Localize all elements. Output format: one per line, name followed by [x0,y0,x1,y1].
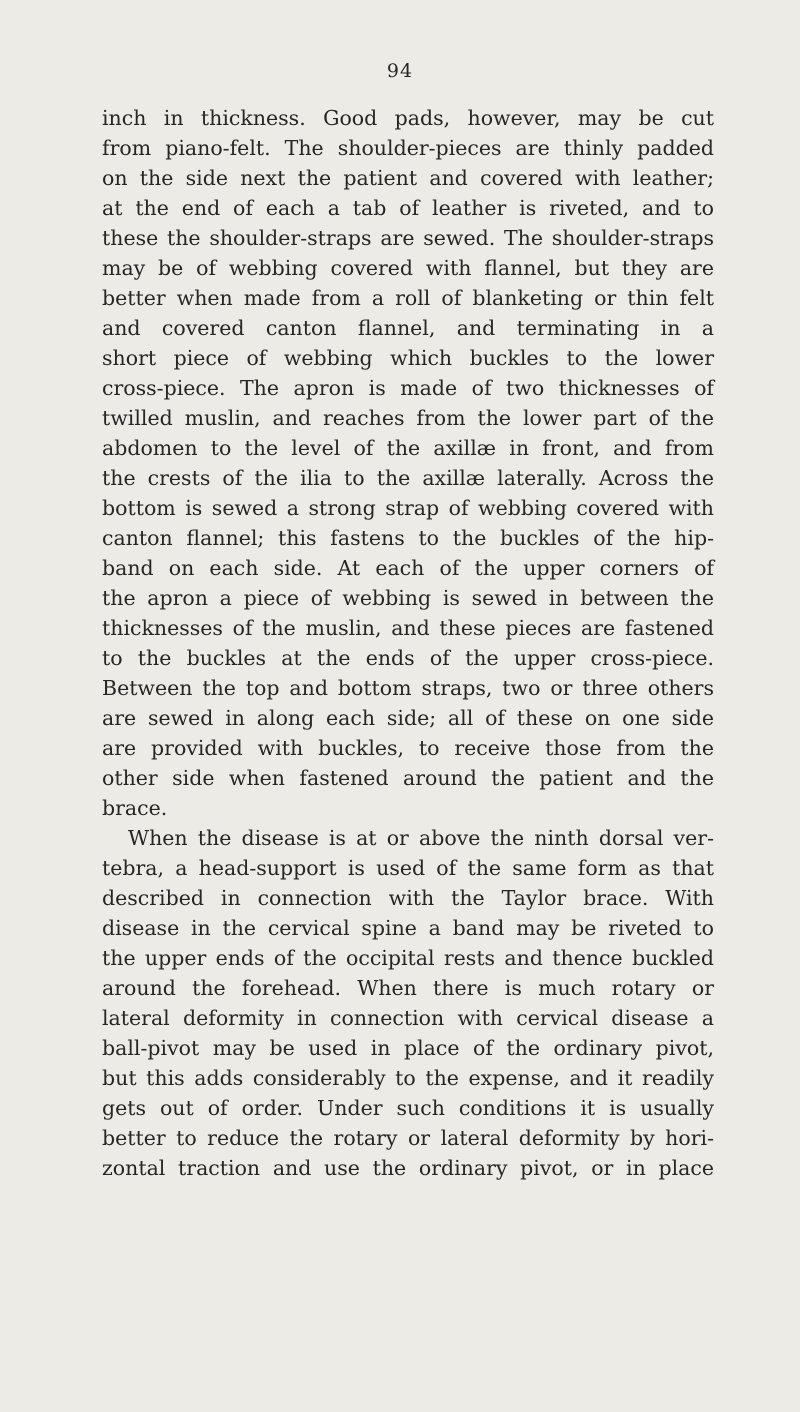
text-line: on the side next the patient and covered with leather; [102,166,714,190]
text-line: better to reduce the rotary or lateral deformity by hori- [102,1126,714,1150]
text-line: lateral deformity in connection with cervical disease a [102,1006,714,1030]
text-line: inch in thickness. Good pads, however, may be cut [102,106,714,130]
text-line: other side when fastened around the patient and the [102,766,714,790]
text-line: the upper ends of the occipital rests and thence buckled [102,946,714,970]
text-line: the apron a piece of webbing is sewed in between the [102,586,714,610]
text-line: described in connection with the Taylor brace. With [102,886,714,910]
text-line: tebra, a head-support is used of the same form as that [102,856,714,880]
text-line: better when made from a roll of blanketing or thin felt [102,286,714,310]
paragraph-first-line: When the disease is at or above the ninth dorsal ver- [128,826,714,850]
text-line: may be of webbing covered with flannel, but they are [102,256,714,280]
text-line: gets out of order. Under such conditions it is usually [102,1096,714,1120]
text-line: abdomen to the level of the axillæ in front, and from [102,436,714,460]
text-line: are sewed in along each side; all of these on one side [102,706,714,730]
text-line: brace. [102,796,168,820]
text-line: from piano-felt. The shoulder-pieces are thinly padded [102,136,714,160]
text-line: disease in the cervical spine a band may be riveted to [102,916,714,940]
text-line: canton flannel; this fastens to the buckles of the hip- [102,526,714,550]
text-line: bottom is sewed a strong strap of webbing covered with [102,496,714,520]
text-line: zontal traction and use the ordinary pivot, or in place [102,1156,714,1180]
text-line: ball-pivot may be used in place of the ordinary pivot, [102,1036,714,1060]
text-line: cross-piece. The apron is made of two thicknesses of [102,376,714,400]
text-line: around the forehead. When there is much rotary or [102,976,714,1000]
text-line: band on each side. At each of the upper corners of [102,556,714,580]
text-line: to the buckles at the ends of the upper cross-piece. [102,646,714,670]
text-line: the crests of the ilia to the axillæ laterally. Across the [102,466,714,490]
text-line: and covered canton flannel, and terminating in a [102,316,714,340]
text-line: these the shoulder-straps are sewed. The shoulder-straps [102,226,714,250]
page-number: 94 [386,60,414,82]
text-line: but this adds considerably to the expense, and it readily [102,1066,714,1090]
text-line: at the end of each a tab of leather is riveted, and to [102,196,714,220]
text-line: thicknesses of the muslin, and these pieces are fastened [102,616,714,640]
text-line: twilled muslin, and reaches from the lower part of the [102,406,714,430]
text-line: short piece of webbing which buckles to the lower [102,346,714,370]
text-line: are provided with buckles, to receive those from the [102,736,714,760]
text-line: Between the top and bottom straps, two or three others [102,676,714,700]
